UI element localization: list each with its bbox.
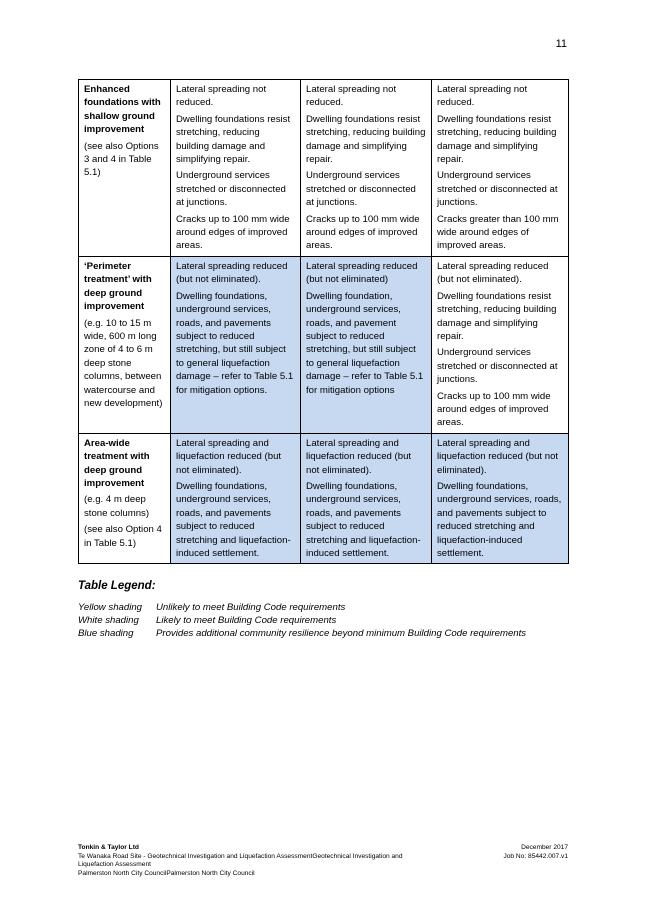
cell-paragraph: Dwelling foundations, underground services, roads, and pavements subject to reduced stretching and liquefaction-induced settlement. (437, 480, 562, 559)
row-heading-cell (79, 80, 171, 257)
cell-paragraph: Dwelling foundations, underground services, roads, and pavements subject to reduced stretching and liquefaction-induced settlement. (176, 480, 291, 559)
cell-paragraph: Lateral spreading not reduced. (437, 84, 528, 109)
row-heading: ‘Perimeter treatment’ with deep ground improvement (84, 260, 152, 313)
cell-paragraph: Lateral spreading reduced (but not eliminated). (437, 260, 549, 286)
table-cell (301, 256, 432, 433)
legend-key: White shading (78, 615, 139, 627)
row-heading-cell (79, 256, 171, 433)
cell-paragraph: Underground services stretched or disconnected at junctions. (437, 347, 558, 386)
cell-paragraph: Lateral spreading and liquefaction reduced (but not eliminated). (176, 437, 282, 476)
legend-key: Blue shading (78, 628, 134, 640)
cell-paragraph: Cracks up to 100 mm wide around edges of improved areas. (176, 213, 290, 252)
footer-company: Tonkin & Taylor Ltd (78, 844, 139, 851)
row-heading: Area-wide treatment with deep ground improvement (84, 437, 150, 489)
table-cell (301, 80, 432, 257)
cell-paragraph: Lateral spreading and liquefaction reduced (but not eliminated). (437, 437, 559, 476)
cell-paragraph: Dwelling foundations, underground services, roads, and pavements subject to reduced stretching, but still subject to general liquefaction damage – refer to Table 5.1 for mitigation options. (176, 290, 294, 396)
table-row (79, 433, 569, 564)
table-row (79, 256, 569, 433)
cell-paragraph: Cracks up to 100 mm wide around edges of improved areas. (437, 390, 551, 429)
cell-paragraph: Dwelling foundations resist stretching, reducing building damage and simplifying repair. (437, 113, 557, 166)
legend-item (78, 601, 526, 614)
table-cell (171, 433, 301, 564)
legend-item (78, 627, 526, 640)
cell-paragraph: Cracks greater than 100 mm wide around edges of improved areas. (437, 213, 559, 252)
table-cell (171, 80, 301, 257)
row-note: (e.g. 4 m deep stone columns) (84, 494, 150, 519)
legend-title: Table Legend: (78, 580, 156, 592)
cell-paragraph: Dwelling foundations, underground services, roads, and pavements subject to reduced stretching and liquefaction-induced settlement. (306, 480, 421, 559)
footer-project: Te Wanaka Road Site - Geotechnical Investigation and Liquefaction AssessmentGeotechnical Investigation and Liquefaction Assessment (78, 852, 403, 869)
legend-item (78, 614, 526, 627)
table-cell (432, 80, 569, 257)
row-heading: Enhanced foundations with shallow ground improvement (84, 84, 161, 136)
cell-paragraph: Lateral spreading reduced (but not eliminated). (176, 260, 288, 286)
table-cell (432, 433, 569, 564)
row-note: (see also Option 4 in Table 5.1) (84, 524, 162, 549)
cell-paragraph: Lateral spreading not reduced. (176, 84, 267, 109)
cell-paragraph: Dwelling foundations resist stretching, reducing building damage and simplifying repair. (437, 290, 557, 342)
cell-paragraph: Underground services stretched or disconnected at junctions. (306, 170, 416, 209)
options-table (78, 79, 569, 564)
cell-paragraph: Dwelling foundations resist stretching, reducing building damage and simplifying repair. (176, 113, 291, 166)
table-row (79, 80, 569, 257)
legend-description: Unlikely to meet Building Code requirements (156, 602, 346, 613)
cell-paragraph: Lateral spreading and liquefaction reduced (but not eliminated). (306, 437, 412, 476)
row-note: (e.g. 10 to 15 m wide, 600 m long zone of 4 to 6 m deep stone columns, between watercourse and new development) (84, 317, 163, 409)
cell-paragraph: Underground services stretched or disconnected at junctions. (437, 170, 558, 209)
cell-paragraph: Lateral spreading not reduced. (306, 84, 397, 109)
row-heading-cell (79, 433, 171, 564)
footer-left (78, 844, 438, 878)
table-cell (301, 433, 432, 564)
table-cell (171, 256, 301, 433)
table-legend (78, 601, 526, 641)
cell-paragraph: Cracks up to 100 mm wide around edges of improved areas. (306, 213, 420, 252)
legend-key: Yellow shading (78, 602, 143, 613)
page-number: 11 (555, 38, 567, 50)
footer-client: Palmerston North City CouncilPalmerston North City Council (78, 869, 255, 877)
cell-paragraph: Dwelling foundation, underground services, roads, and pavement subject to reduced stretching, but still subject to general liquefaction damage – refer to Table 5.1 for mitigation options (306, 290, 424, 396)
footer-right (503, 844, 568, 861)
legend-description: Provides additional community resilience beyond minimum Building Code requirements (156, 628, 527, 640)
row-note: (see also Options 3 and 4 in Table 5.1) (84, 140, 159, 179)
legend-description: Likely to meet Building Code requirements (156, 615, 337, 627)
cell-paragraph: Dwelling foundations resist stretching, reducing building damage and simplifying repair. (306, 113, 426, 166)
table-cell (432, 256, 569, 433)
cell-paragraph: Lateral spreading reduced (but not eliminated) (306, 260, 418, 286)
cell-paragraph: Underground services stretched or disconnected at junctions. (176, 170, 286, 209)
footer-date: December 2017 (521, 844, 568, 851)
footer-job-number: Job No: 85442.007.v1 (503, 852, 568, 860)
